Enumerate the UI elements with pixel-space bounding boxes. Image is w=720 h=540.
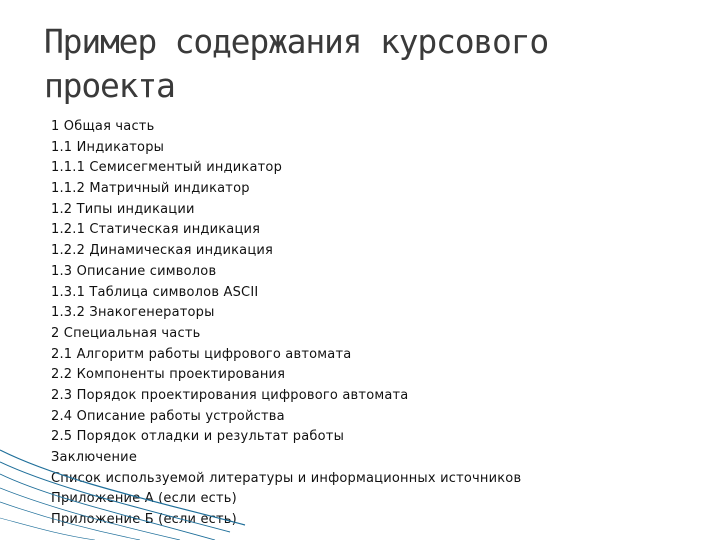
list-item: 2.2 Компоненты проектирования [51, 367, 286, 383]
corner-swoosh-decoration [0, 440, 260, 540]
list-item: 1.3 Описание символов [51, 263, 217, 279]
list-item: 2.4 Описание работы устройства [51, 408, 285, 424]
list-item: 1.2.2 Динамическая индикация [51, 243, 274, 259]
list-item: 1.3.1 Таблица символов ASCII [51, 284, 259, 300]
list-item: 1.2.1 Статическая индикация [51, 222, 261, 238]
list-item: Приложение Б (если есть) [51, 512, 237, 528]
list-item: 1.1 Индикаторы [51, 139, 165, 155]
list-item: 1.1.2 Матричный индикатор [51, 181, 250, 197]
list-item: 1 Общая часть [51, 119, 155, 134]
list-item: 2 Специальная часть [51, 325, 201, 341]
swoosh-stroke [0, 488, 180, 540]
swoosh-stroke [0, 502, 140, 540]
list-item: Список используемой литературы и информационных источников [51, 470, 522, 486]
slide-title: Пример содержания курсового проекта [44, 22, 549, 105]
list-item: 2.3 Порядок проектирования цифрового автомата [51, 387, 409, 403]
list-item: 1.1.1 Семисегментый индикатор [51, 160, 283, 176]
swoosh-stroke [0, 462, 230, 532]
list-item: 2.5 Порядок отладки и результат работы [51, 429, 345, 445]
list-item: 1.3.2 Знакогенераторы [51, 305, 215, 321]
list-item: 1.2 Типы индикации [51, 201, 195, 217]
list-item: 2.1 Алгоритм работы цифрового автомата [51, 346, 352, 362]
list-item: Заключение [51, 450, 138, 465]
swoosh-stroke [0, 474, 215, 540]
list-item: Приложение А (если есть) [51, 491, 237, 507]
swoosh-stroke [0, 518, 95, 540]
